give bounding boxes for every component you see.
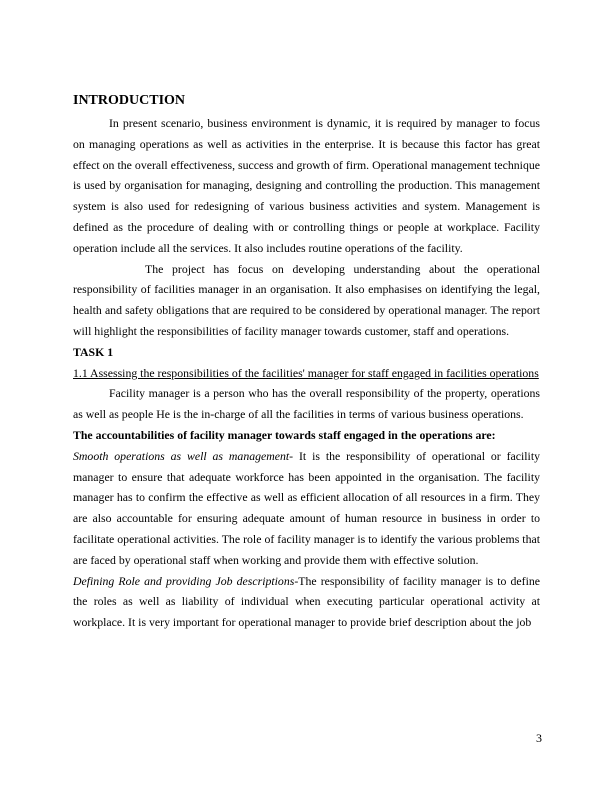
- point-1-paragraph: [73, 446, 540, 571]
- point-2-title: Defining Role and providing Job descriptions-: [73, 573, 299, 588]
- point-1-text: It is the responsibility of operational or facility manager to ensure that adequate workforce has been appointed in the organisation. The facility manager has to confirm the effective as well as efficient allocation of all resources in a firm. They are also accountable for ensuring adequate amount of human resource in business in order to facilitate operational activities. The role of facility manager is to identify the various problems that are faced by operational staff when working and provide them with effective solution.: [73, 448, 540, 567]
- section-paragraph: Facility manager is a person who has the overall responsibility of the property, operations as well as people He is the in-charge of all the facilities in terms of various business operations.: [73, 386, 540, 422]
- intro-paragraph-1: In present scenario, business environment is dynamic, it is required by manager to focus on managing operations as well as activities in the enterprise. It is because this factor has great effect on the overall effectiveness, success and growth of firm. Operational management technique is used by organisation for managing, designing and controlling the production. This management system is also used for redesigning of various business activities and system. Management is defined as the procedure of dealing with or controlling things or people at workplace. Facility operation include all the services. It also includes routine operations of the facility.: [73, 116, 540, 255]
- page-content: [73, 93, 540, 633]
- intro-paragraph-2: The project has focus on developing understanding about the operational responsibility of facilities manager in an organisation. It also emphasises on identifying the legal, health and safety obligations that are required to be considered by operational manager. The report will highlight the responsibilities of facility manager towards customer, staff and operations.: [73, 261, 540, 338]
- point-2-paragraph: [73, 571, 540, 633]
- accountabilities-heading: The accountabilities of facility manager towards staff engaged in the operations are:: [73, 427, 496, 442]
- point-1-title: Smooth operations as well as management-: [73, 448, 294, 463]
- introduction-heading: INTRODUCTION: [73, 93, 186, 108]
- task-title: TASK 1: [73, 344, 114, 359]
- point-2-text: The responsibility of facility manager is to define the roles as well as liability of individual when executing particular operational activity at workplace. It is very important for operational manager to provide brief description about the job: [73, 573, 540, 630]
- section-title: 1.1 Assessing the responsibilities of the facilities' manager for staff engaged in facilities operations: [73, 365, 539, 380]
- page-number: 3: [536, 731, 542, 745]
